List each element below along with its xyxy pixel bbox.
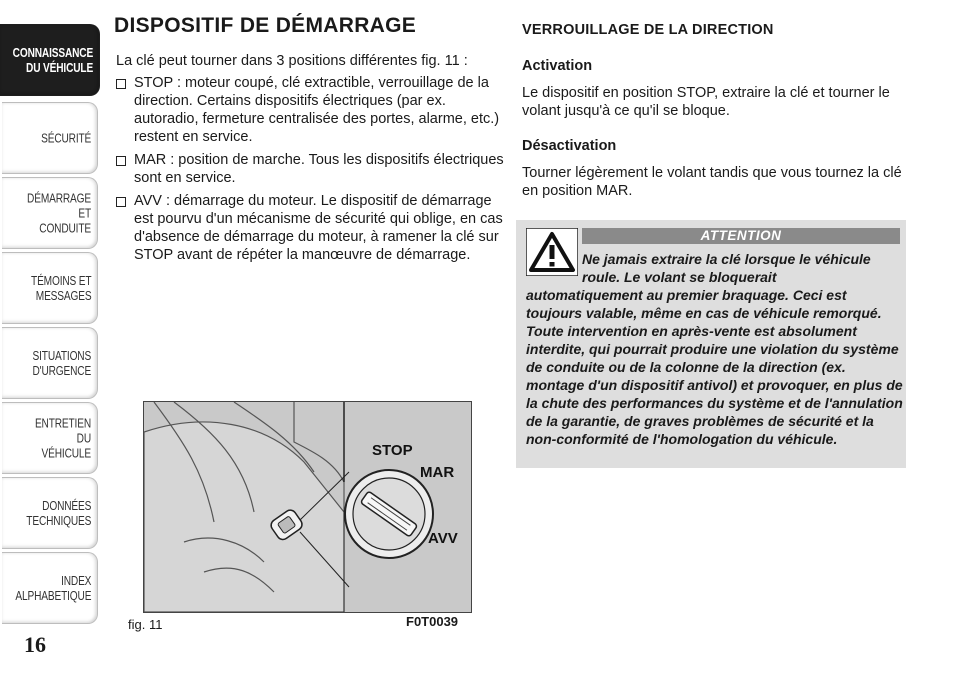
tab-donnees-techniques[interactable]	[2, 477, 98, 549]
ignition-illustration	[144, 402, 471, 612]
tab-label: CONNAISSANCE DU VÉHICULE	[12, 45, 93, 75]
avv-label: AVV	[428, 530, 458, 547]
section-heading: VERROUILLAGE DE LA DIRECTION	[522, 22, 774, 38]
list-item	[116, 74, 506, 146]
tab-label: DONNÉES TECHNIQUES	[26, 498, 91, 528]
warning-text-rest: automatiquement au premier braquage. Ceci est toujours valable, même en cas de véhicule remorqué. Toute intervention en après-vente est absolument interdite, qui pourrait produire une violation du système de conduite ou de la colonne de la direction (ex. montage d'un dispositif antivol) et provoquer, en plus de la chute des performances du système et de l'annulation de la garantie, de graves problèmes de sécurité et la non-conformité de l'homologation du véhicule.	[526, 287, 903, 447]
list-item-text: STOP : moteur coupé, clé extractible, verrouillage de la direction. Certains dispositifs électriques (par ex. autoradio, fermeture centralisée des portes, alarme, etc.) restent en service.	[134, 75, 500, 145]
activation-text: Le dispositif en position STOP, extraire la clé et tourner le volant jusqu'à ce qu'il se bloque.	[522, 85, 890, 119]
warning-triangle-icon	[526, 228, 578, 276]
deactivation-title: Désactivation	[522, 138, 617, 154]
tab-index-alphabetique[interactable]	[2, 552, 98, 624]
page-number: 16	[24, 632, 46, 657]
stop-label: STOP	[372, 442, 413, 459]
tab-label: SÉCURITÉ	[40, 130, 91, 146]
mar-label: MAR	[420, 464, 455, 481]
tab-label: INDEX ALPHABETIQUE	[15, 573, 91, 603]
deactivation-text: Tourner légèrement le volant tandis que vous tournez la clé en position MAR.	[522, 165, 902, 199]
tab-connaissance-du-vehicule[interactable]	[0, 24, 100, 96]
positions-list	[116, 74, 506, 269]
checkbox-bullet-icon	[116, 79, 126, 89]
checkbox-bullet-icon	[116, 156, 126, 166]
sidebar-nav	[0, 0, 100, 678]
list-item-text: MAR : position de marche. Tous les dispositifs électriques sont en service.	[134, 152, 504, 186]
list-item-text: AVV : démarrage du moteur. Le dispositif de démarrage est pourvu d'un mécanisme de sécurité qui oblige, en cas d'absence de démarrage du moteur, à ramener la clé sur STOP avant de répéter la manœuvre de démarrage.	[134, 193, 503, 263]
checkbox-bullet-icon	[116, 197, 126, 207]
list-item	[116, 192, 506, 264]
ignition-figure	[143, 401, 472, 613]
tab-label: SITUATIONS D'URGENCE	[32, 348, 91, 378]
warning-box	[516, 220, 906, 468]
warning-text-first: Ne jamais extraire la clé lorsque le véhicule roule. Le volant se bloquerait	[582, 251, 871, 285]
tab-demarrage-et-conduite[interactable]	[2, 177, 98, 249]
tab-label: ENTRETIEN DU VÉHICULE	[34, 415, 91, 461]
tab-temoins-et-messages[interactable]	[2, 252, 98, 324]
figure-code: F0T0039	[406, 614, 459, 629]
list-item	[116, 151, 506, 187]
tab-label: TÉMOINS ET MESSAGES	[30, 273, 91, 303]
tab-label: DÉMARRAGE ET CONDUITE	[27, 190, 91, 236]
intro-text: La clé peut tourner dans 3 positions différentes fig. 11 :	[116, 53, 468, 69]
page-title: DISPOSITIF DE DÉMARRAGE	[114, 14, 417, 37]
tab-situations-d-urgence[interactable]	[2, 327, 98, 399]
activation-title: Activation	[522, 58, 593, 74]
figure-caption: fig. 11	[128, 617, 163, 632]
tab-securite[interactable]	[2, 102, 98, 174]
warning-title: ATTENTION	[582, 228, 900, 244]
tab-entretien-du-vehicule[interactable]	[2, 402, 98, 474]
